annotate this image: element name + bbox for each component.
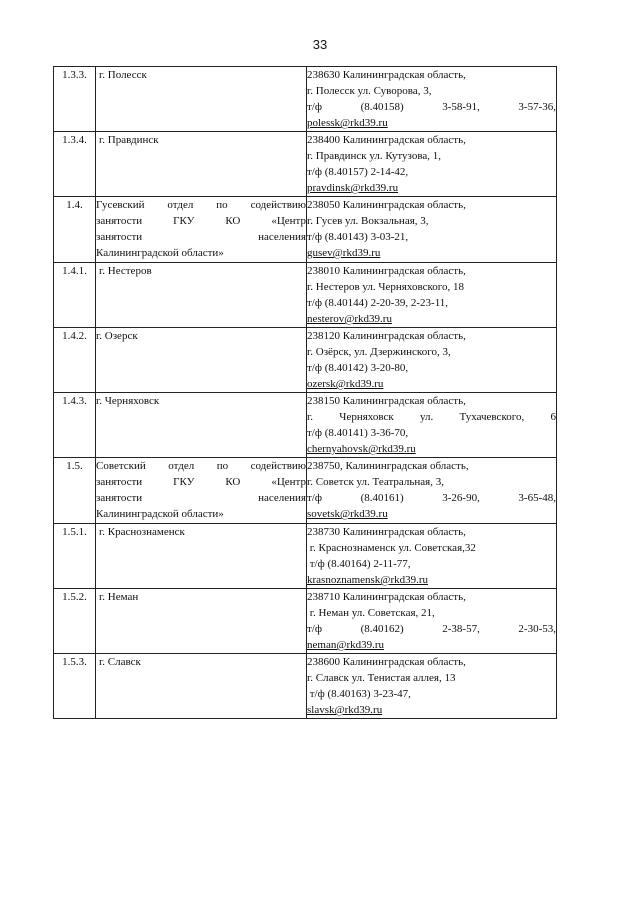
address-line: 238630 Калининградская область, — [307, 69, 466, 81]
email-line — [307, 506, 556, 522]
address-line: г. Полесск ул. Суворова, 3, — [307, 85, 432, 97]
phone-line: т/ф (8.40162) 2-38-57, 2-30-53, — [307, 623, 556, 635]
office-name-line: г. Озерск — [96, 330, 138, 342]
office-name-line: занятости населения — [96, 231, 306, 243]
table-row — [54, 197, 557, 263]
office-name — [96, 263, 307, 328]
phone-line: т/ф (8.40142) 3-20-80, — [307, 362, 409, 374]
table-row — [54, 589, 557, 654]
address-line: 238600 Калининградская область, — [307, 656, 466, 668]
row-number: 1.4.2. — [54, 328, 96, 393]
address-line: г. Озёрск, ул. Дзержинского, 3, — [307, 346, 451, 358]
table-row — [54, 132, 557, 197]
table-row — [54, 67, 557, 132]
address-line: 238120 Калининградская область, — [307, 330, 466, 342]
office-name-line: Гусевский отдел по содействию — [96, 199, 306, 211]
email-link[interactable]: sovetsk@rkd39.ru — [307, 508, 388, 520]
address-line: г. Советск ул. Театральная, 3, — [307, 476, 444, 488]
office-contacts — [307, 67, 557, 132]
email-line — [307, 376, 556, 392]
office-name — [96, 524, 307, 589]
address-line: т/ф (8.40164) 2-11-77, — [307, 558, 411, 570]
table-body — [54, 67, 557, 719]
office-contacts — [307, 197, 557, 263]
table-row — [54, 328, 557, 393]
office-contacts — [307, 328, 557, 393]
address-line: 238050 Калининградская область, — [307, 199, 466, 211]
office-name-line: Советский отдел по содействию — [96, 460, 306, 472]
office-name — [96, 67, 307, 132]
office-name — [96, 458, 307, 524]
phone-line: т/ф (8.40144) 2-20-39, 2-23-11, — [307, 297, 449, 309]
email-line — [307, 311, 556, 327]
office-contacts — [307, 654, 557, 719]
email-line — [307, 572, 556, 588]
table-row — [54, 458, 557, 524]
office-contacts — [307, 393, 557, 458]
row-number: 1.5.1. — [54, 524, 96, 589]
office-name-line: Калининградской области» — [96, 508, 224, 520]
office-name-line: занятости ГКУ КО «Центр — [96, 476, 306, 488]
address-line: 238750, Калининградская область, — [307, 460, 469, 472]
address-line: 238150 Калининградская область, — [307, 395, 466, 407]
address-line: 238710 Калининградская область, — [307, 591, 466, 603]
row-number: 1.4. — [54, 197, 96, 263]
address-line: 238400 Калининградская область, — [307, 134, 466, 146]
office-name-line: г. Нестеров — [99, 265, 152, 277]
email-link[interactable]: chernyahovsk@rkd39.ru — [307, 443, 416, 455]
email-link[interactable]: krasnoznamensk@rkd39.ru — [307, 574, 429, 586]
phone-line: т/ф (8.40157) 2-14-42, — [307, 166, 409, 178]
email-line — [307, 637, 556, 653]
address-line: г. Гусев ул. Вокзальная, 3, — [307, 215, 429, 227]
office-name-line: г. Черняховск — [96, 395, 160, 407]
office-name — [96, 654, 307, 719]
address-line: т/ф (8.40163) 3-23-47, — [307, 688, 411, 700]
address-line: 238730 Калининградская область, — [307, 526, 466, 538]
phone-line: т/ф (8.40158) 3-58-91, 3-57-36, — [307, 101, 556, 113]
table-row — [54, 393, 557, 458]
office-name — [96, 197, 307, 263]
office-name — [96, 132, 307, 197]
office-name-line: г. Славск — [99, 656, 141, 668]
phone-line: т/ф (8.40161) 3-26-90, 3-65-48, — [307, 492, 556, 504]
address-line: г. Краснознаменск ул. Советская,32 — [307, 542, 476, 554]
office-name — [96, 393, 307, 458]
email-link[interactable]: slavsk@rkd39.ru — [307, 704, 383, 716]
office-contacts — [307, 458, 557, 524]
email-link[interactable]: nesterov@rkd39.ru — [307, 313, 392, 325]
office-name — [96, 328, 307, 393]
office-contacts — [307, 132, 557, 197]
row-number: 1.3.4. — [54, 132, 96, 197]
email-line — [307, 115, 556, 131]
row-number: 1.5. — [54, 458, 96, 524]
email-line — [307, 441, 556, 457]
table-row — [54, 263, 557, 328]
email-link[interactable]: gusev@rkd39.ru — [307, 247, 381, 259]
email-link[interactable]: neman@rkd39.ru — [307, 639, 385, 651]
row-number: 1.5.3. — [54, 654, 96, 719]
email-line — [307, 245, 556, 261]
address-line: г. Славск ул. Тенистая аллея, 13 — [307, 672, 456, 684]
office-name-line: г. Неман — [99, 591, 139, 603]
address-line: г. Черняховск ул. Тухачевского, 6 — [307, 411, 556, 423]
email-link[interactable]: ozersk@rkd39.ru — [307, 378, 384, 390]
office-name-line: занятости населения — [96, 492, 306, 504]
phone-line: т/ф (8.40141) 3-36-70, — [307, 427, 409, 439]
email-link[interactable]: pravdinsk@rkd39.ru — [307, 182, 399, 194]
office-contacts — [307, 524, 557, 589]
email-line — [307, 180, 556, 196]
row-number: 1.4.3. — [54, 393, 96, 458]
office-name-line: г. Полесск — [99, 69, 147, 81]
phone-line: т/ф (8.40143) 3-03-21, — [307, 231, 409, 243]
employment-centers-table — [53, 66, 557, 719]
address-line: г. Правдинск ул. Кутузова, 1, — [307, 150, 442, 162]
page-number: 33 — [312, 37, 328, 52]
email-line — [307, 702, 556, 718]
office-name-line: Калининградской области» — [96, 247, 224, 259]
office-name-line: занятости ГКУ КО «Центр — [96, 215, 306, 227]
address-line: г. Неман ул. Советская, 21, — [307, 607, 435, 619]
address-line: 238010 Калининградская область, — [307, 265, 466, 277]
office-name-line: г. Правдинск — [99, 134, 159, 146]
row-number: 1.4.1. — [54, 263, 96, 328]
email-link[interactable]: polessk@rkd39.ru — [307, 117, 388, 129]
address-line: г. Нестеров ул. Черняховского, 18 — [307, 281, 464, 293]
office-name-line: г. Краснознаменск — [99, 526, 185, 538]
table-row — [54, 654, 557, 719]
table-row — [54, 524, 557, 589]
row-number: 1.5.2. — [54, 589, 96, 654]
office-contacts — [307, 589, 557, 654]
office-contacts — [307, 263, 557, 328]
office-name — [96, 589, 307, 654]
row-number: 1.3.3. — [54, 67, 96, 132]
